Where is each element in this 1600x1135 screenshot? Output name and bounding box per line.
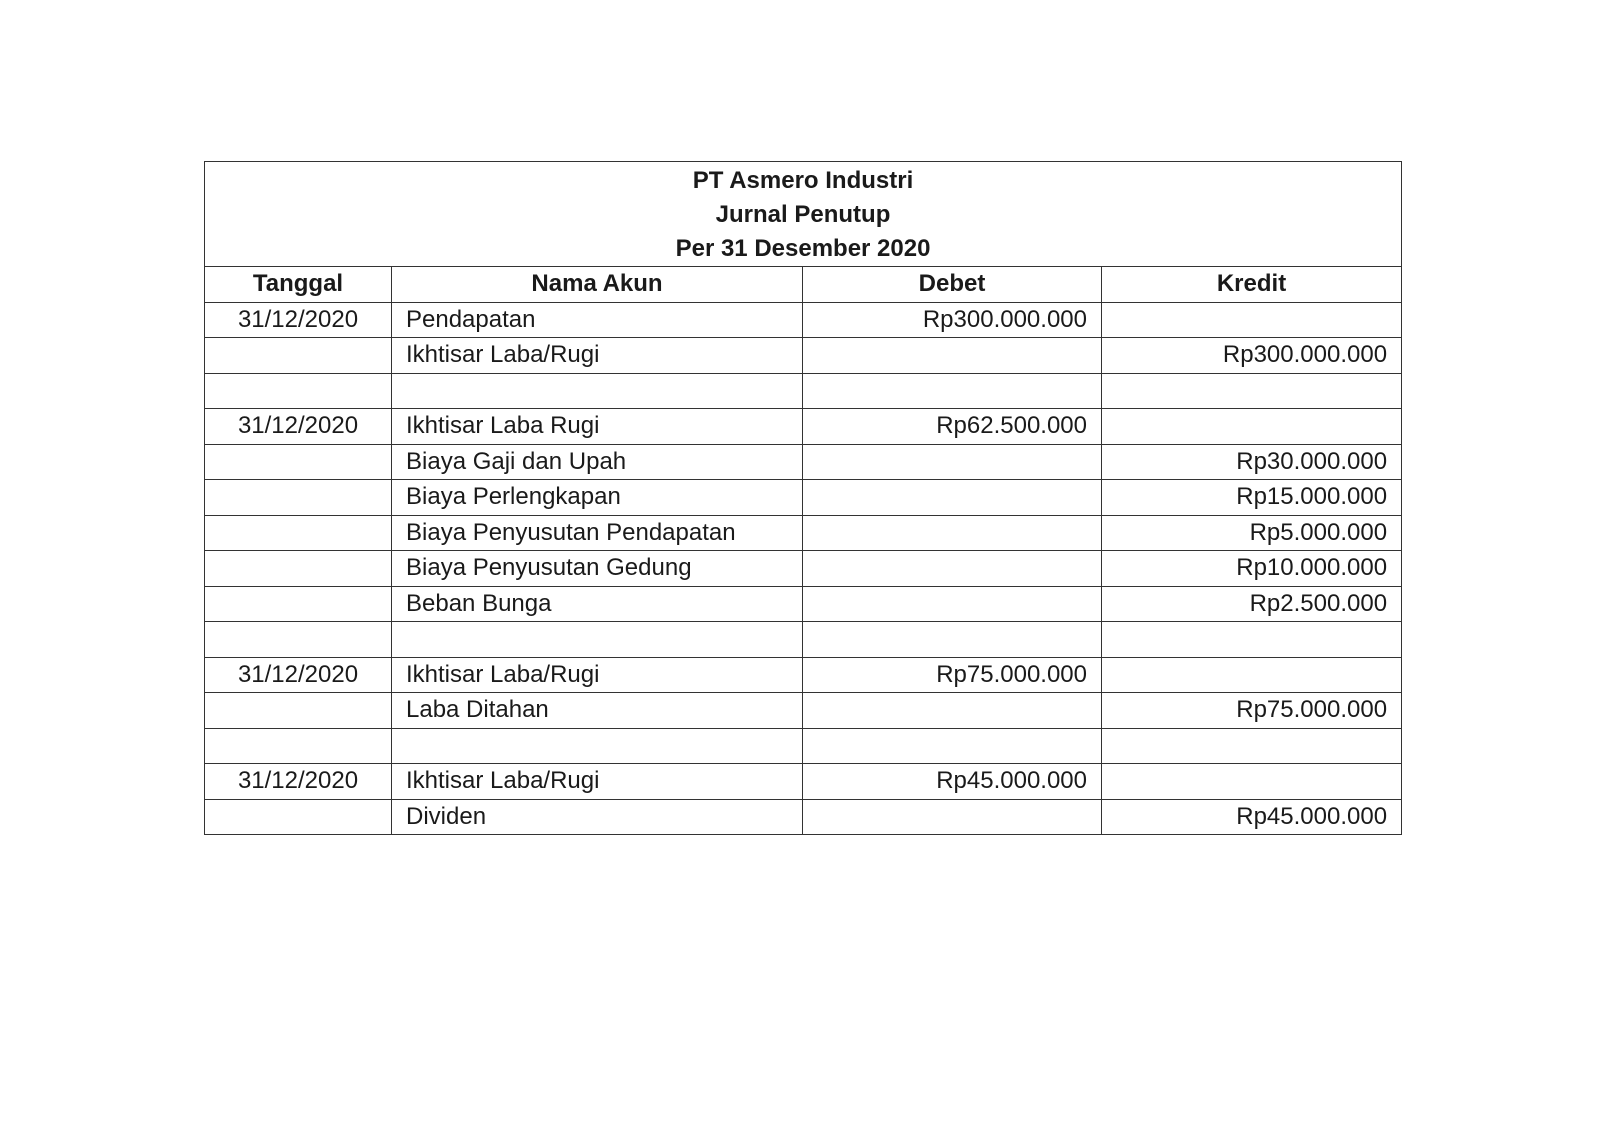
account-cell: Laba Ditahan <box>392 693 803 729</box>
credit-cell: Rp10.000.000 <box>1102 551 1402 587</box>
account-cell: Ikhtisar Laba/Rugi <box>392 764 803 800</box>
debit-cell: Rp62.500.000 <box>803 409 1102 445</box>
credit-cell: Rp75.000.000 <box>1102 693 1402 729</box>
credit-cell: Rp300.000.000 <box>1102 338 1402 374</box>
debit-cell <box>803 586 1102 622</box>
closing-journal-sheet <box>204 161 1401 835</box>
date-cell: 31/12/2020 <box>205 764 392 800</box>
debit-cell <box>803 551 1102 587</box>
credit-cell: Rp2.500.000 <box>1102 586 1402 622</box>
title-row <box>205 162 1402 267</box>
table-row <box>205 409 1402 445</box>
account-cell <box>392 373 803 409</box>
title-block <box>205 162 1402 267</box>
debit-cell <box>803 693 1102 729</box>
date-cell <box>205 444 392 480</box>
column-header-account: Nama Akun <box>392 267 803 303</box>
date-cell <box>205 728 392 764</box>
account-cell: Ikhtisar Laba Rugi <box>392 409 803 445</box>
credit-cell <box>1102 302 1402 338</box>
table-row <box>205 302 1402 338</box>
column-header-debit: Debet <box>803 267 1102 303</box>
table-row <box>205 728 1402 764</box>
account-cell: Dividen <box>392 799 803 835</box>
account-cell: Biaya Gaji dan Upah <box>392 444 803 480</box>
table-row <box>205 622 1402 658</box>
credit-cell: Rp5.000.000 <box>1102 515 1402 551</box>
date-cell <box>205 373 392 409</box>
debit-cell: Rp75.000.000 <box>803 657 1102 693</box>
table-row <box>205 373 1402 409</box>
closing-journal-table <box>204 161 1402 835</box>
table-row <box>205 799 1402 835</box>
table-row <box>205 657 1402 693</box>
table-row <box>205 515 1402 551</box>
date-cell <box>205 480 392 516</box>
credit-cell <box>1102 622 1402 658</box>
column-header-credit: Kredit <box>1102 267 1402 303</box>
account-cell <box>392 622 803 658</box>
table-row <box>205 693 1402 729</box>
company-name: PT Asmero Industri <box>692 167 914 194</box>
column-header-date: Tanggal <box>205 267 392 303</box>
debit-cell <box>803 373 1102 409</box>
date-cell <box>205 586 392 622</box>
table-row <box>205 480 1402 516</box>
debit-cell <box>803 728 1102 764</box>
table-row <box>205 551 1402 587</box>
credit-cell <box>1102 764 1402 800</box>
table-row <box>205 338 1402 374</box>
debit-cell <box>803 799 1102 835</box>
date-cell <box>205 551 392 587</box>
credit-cell <box>1102 657 1402 693</box>
account-cell <box>392 728 803 764</box>
date-cell: 31/12/2020 <box>205 302 392 338</box>
account-cell: Pendapatan <box>392 302 803 338</box>
account-cell: Ikhtisar Laba/Rugi <box>392 657 803 693</box>
account-cell: Beban Bunga <box>392 586 803 622</box>
credit-cell: Rp30.000.000 <box>1102 444 1402 480</box>
credit-cell: Rp45.000.000 <box>1102 799 1402 835</box>
date-cell <box>205 693 392 729</box>
account-cell: Biaya Penyusutan Pendapatan <box>392 515 803 551</box>
report-period: Per 31 Desember 2020 <box>675 235 931 262</box>
date-cell <box>205 622 392 658</box>
debit-cell: Rp300.000.000 <box>803 302 1102 338</box>
debit-cell: Rp45.000.000 <box>803 764 1102 800</box>
table-row <box>205 764 1402 800</box>
date-cell <box>205 338 392 374</box>
table-row <box>205 444 1402 480</box>
table-row <box>205 586 1402 622</box>
date-cell <box>205 515 392 551</box>
date-cell <box>205 799 392 835</box>
report-title: Jurnal Penutup <box>715 201 891 228</box>
debit-cell <box>803 515 1102 551</box>
debit-cell <box>803 622 1102 658</box>
credit-cell: Rp15.000.000 <box>1102 480 1402 516</box>
journal-body <box>205 302 1402 835</box>
debit-cell <box>803 444 1102 480</box>
date-cell: 31/12/2020 <box>205 657 392 693</box>
credit-cell <box>1102 409 1402 445</box>
debit-cell <box>803 338 1102 374</box>
column-header-row <box>205 267 1402 303</box>
debit-cell <box>803 480 1102 516</box>
account-cell: Ikhtisar Laba/Rugi <box>392 338 803 374</box>
credit-cell <box>1102 728 1402 764</box>
credit-cell <box>1102 373 1402 409</box>
date-cell: 31/12/2020 <box>205 409 392 445</box>
account-cell: Biaya Perlengkapan <box>392 480 803 516</box>
account-cell: Biaya Penyusutan Gedung <box>392 551 803 587</box>
